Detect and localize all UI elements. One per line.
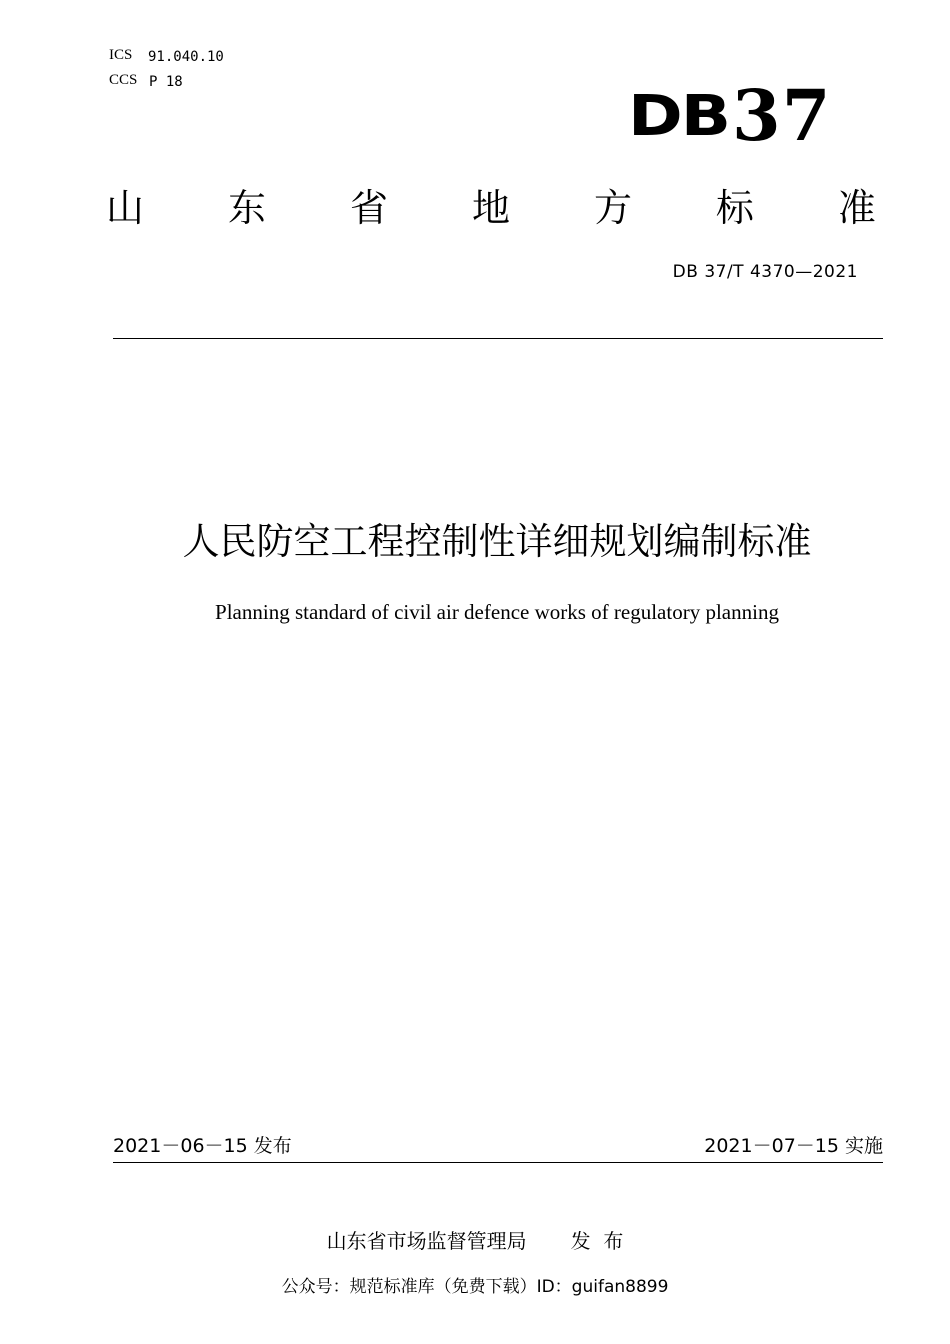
standard-type-char: 方 <box>593 186 632 230</box>
footer-divider <box>113 1162 883 1163</box>
implementation-date: 2021－07－15 实施 <box>704 1135 883 1157</box>
standard-type-char: 省 <box>349 186 388 230</box>
ccs-label: CCS <box>109 72 138 88</box>
db37-logo <box>628 74 843 157</box>
ics-label: ICS <box>109 47 133 63</box>
standard-number: DB 37/T 4370—2021 <box>672 262 858 282</box>
logo-letters: DB <box>628 83 730 149</box>
issuer-action: 发 布 <box>570 1229 624 1253</box>
standard-type-char: 山 <box>106 186 145 230</box>
ics-value: 91.040.10 <box>148 49 224 65</box>
footer-note: 公众号：规范标准库（免费下载）ID：guifan8899 <box>281 1277 669 1297</box>
standard-type-char: 地 <box>471 186 510 230</box>
standard-type-char: 准 <box>837 186 876 230</box>
ccs-value: P 18 <box>149 74 183 90</box>
issue-date: 2021－06－15 发布 <box>113 1135 292 1157</box>
issuer-line <box>0 1226 950 1256</box>
title-english: Planning standard of civil air defence works of regulatory planning <box>215 600 779 624</box>
logo-number: 37 <box>732 74 832 157</box>
issuer-name: 山东省市场监督管理局 <box>326 1229 527 1253</box>
header-divider <box>113 338 883 339</box>
standard-type-heading <box>106 182 876 234</box>
standard-type-char: 标 <box>715 186 754 230</box>
title-chinese: 人民防空工程控制性详细规划编制标准 <box>182 520 812 563</box>
standard-type-char: 东 <box>227 186 266 230</box>
